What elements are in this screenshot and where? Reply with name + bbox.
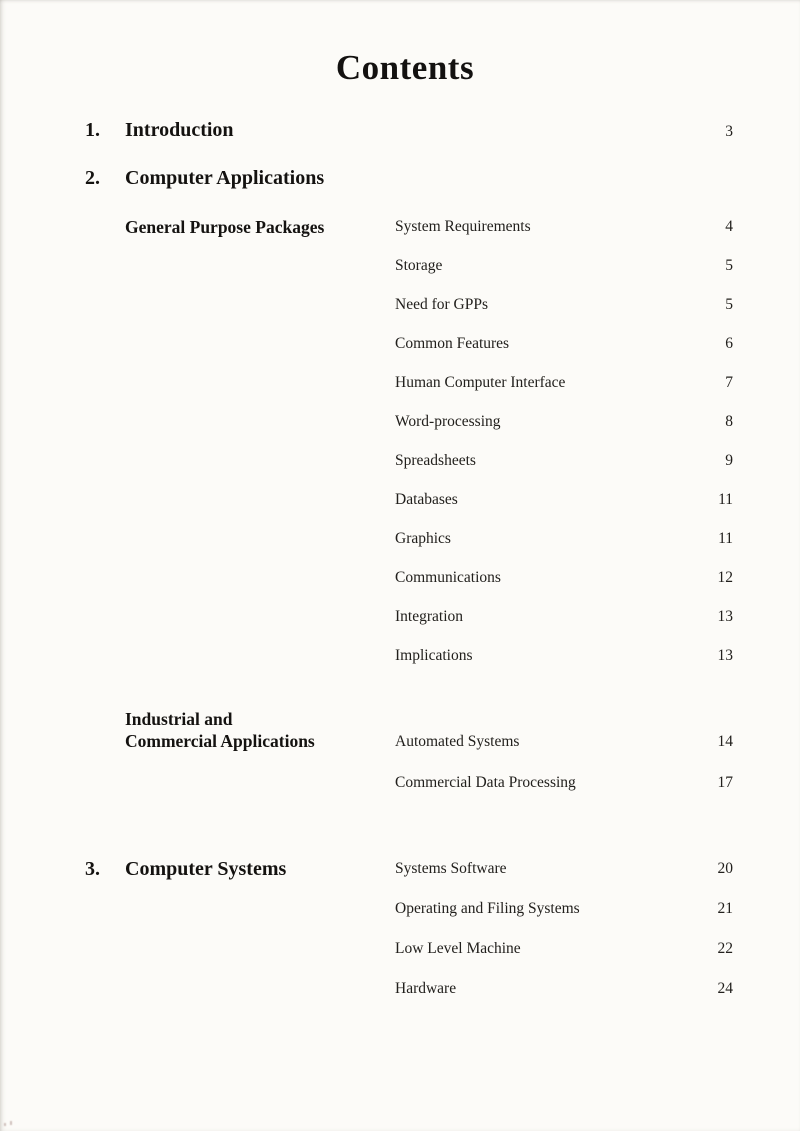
entry-label: Operating and Filing Systems [395, 900, 580, 917]
entry-page-number: 21 [717, 900, 733, 917]
toc-entry [395, 333, 733, 372]
entry-label: System Requirements [395, 218, 531, 235]
toc-entry [395, 411, 733, 450]
section-number: 1. [85, 119, 100, 141]
entry-page-number: 24 [717, 980, 733, 997]
entry-label: Storage [395, 257, 443, 274]
entry-page-number: 11 [718, 530, 733, 547]
entry-list [395, 731, 733, 813]
toc-entry [395, 450, 733, 489]
entry-label: Hardware [395, 980, 457, 997]
entry-label: Spreadsheets [395, 452, 476, 469]
entry-page-number: 6 [725, 335, 733, 352]
group-heading: General Purpose Packages [125, 217, 325, 237]
entry-list [395, 858, 733, 1018]
entry-label: Communications [395, 569, 501, 586]
toc-entry [395, 294, 733, 333]
entry-list [395, 216, 733, 684]
entry-page-number: 4 [725, 218, 733, 235]
toc-entry [395, 858, 733, 898]
entry-label: Graphics [395, 530, 451, 547]
group-industrial-commercial-applications [125, 708, 733, 813]
entry-page-number: 14 [717, 733, 733, 750]
page-title: Contents [335, 48, 475, 87]
toc-entry [395, 528, 733, 567]
entry-page-number: 22 [717, 940, 733, 957]
group-general-purpose-packages [125, 216, 733, 684]
scan-speck [4, 1120, 14, 1127]
section-title: Computer Applications [125, 167, 325, 189]
section-number: 3. [85, 858, 100, 880]
entry-label: Implications [395, 647, 473, 664]
section-row-computer-systems [85, 858, 733, 1018]
entry-page-number: 8 [725, 413, 733, 430]
entry-page-number: 11 [718, 491, 733, 508]
entry-label: Systems Software [395, 860, 507, 877]
entry-label: Word-processing [395, 413, 501, 430]
toc-entry [395, 898, 733, 938]
section-page-number: 3 [725, 123, 733, 140]
entry-page-number: 13 [717, 647, 733, 664]
entry-label: Need for GPPs [395, 296, 488, 313]
entry-label: Commercial Data Processing [395, 774, 576, 791]
entry-label: Common Features [395, 335, 510, 352]
toc-entry [395, 372, 733, 411]
toc-entry [395, 731, 733, 772]
entry-label: Integration [395, 608, 464, 625]
group-heading-line1: Industrial and [125, 709, 233, 729]
toc-entry [395, 606, 733, 645]
entry-page-number: 5 [725, 296, 733, 313]
entry-page-number: 13 [717, 608, 733, 625]
group-heading-line2: Commercial Applications [125, 731, 315, 751]
entry-label: Low Level Machine [395, 940, 521, 957]
section-title: Computer Systems [125, 858, 287, 880]
entry-page-number: 5 [725, 257, 733, 274]
entry-page-number: 12 [717, 569, 733, 586]
toc-entry [395, 978, 733, 1018]
entry-label: Human Computer Interface [395, 374, 566, 391]
entry-label: Databases [395, 491, 458, 508]
toc-entry [395, 489, 733, 528]
entry-label: Automated Systems [395, 733, 520, 750]
toc-entry [395, 567, 733, 606]
section-row-computer-applications [85, 167, 733, 190]
toc-entry [395, 216, 733, 255]
toc-entry [395, 255, 733, 294]
entry-page-number: 7 [725, 374, 733, 391]
toc-entry [395, 938, 733, 978]
entry-page-number: 17 [717, 774, 733, 791]
toc-entry [395, 645, 733, 684]
entry-page-number: 9 [725, 452, 733, 469]
toc-entry [395, 772, 733, 813]
section-title: Introduction [125, 119, 234, 141]
entry-page-number: 20 [717, 860, 733, 877]
section-number: 2. [85, 167, 100, 189]
group-heading [125, 708, 395, 752]
section-row-introduction [85, 119, 733, 142]
